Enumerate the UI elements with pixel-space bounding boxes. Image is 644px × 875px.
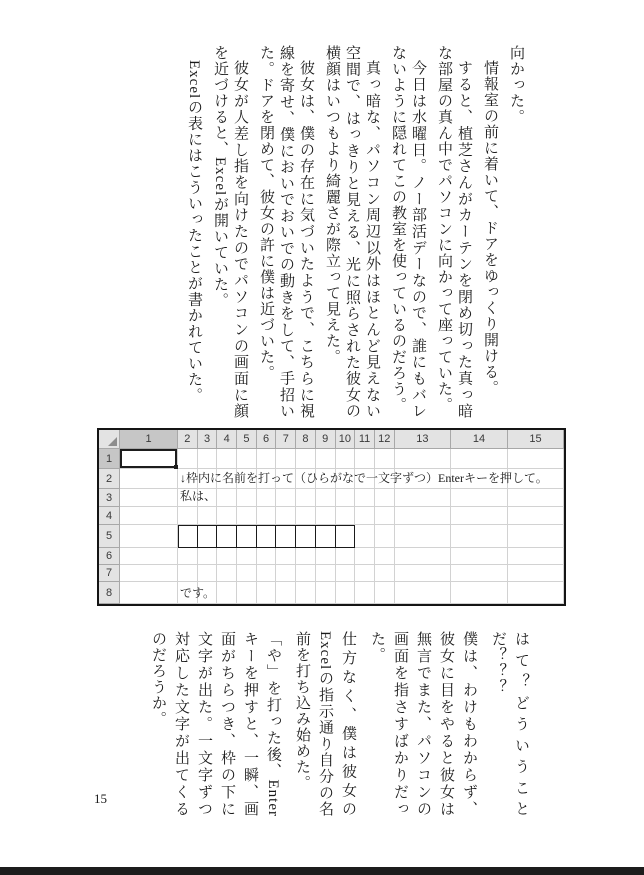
name-input-box (257, 525, 277, 548)
cell (508, 507, 565, 525)
paragraph: 「や」を打った後、Enterキーを押すと、一瞬、画面がちらつき、枠の下に文字が出た。一文字ずつ対応した文字が出てくるのだろうか。 (150, 631, 281, 817)
cell (120, 525, 178, 548)
cell (120, 469, 178, 489)
cell (237, 449, 257, 469)
paragraph: 真っ暗な、パソコン周辺以外はほとんど見えない空間で、はっきりと見える、光に照らされた彼女の横顔はいつもより綺麗さが際立って見えた。 (324, 45, 380, 419)
cell (451, 582, 508, 604)
cell (237, 565, 257, 582)
row-header: 3 (99, 489, 120, 507)
row-header: 8 (99, 582, 120, 604)
row-header: 1 (99, 449, 120, 469)
cell (276, 489, 296, 507)
cell: 私は、 (178, 489, 198, 507)
cell (451, 449, 508, 469)
cell (296, 582, 316, 604)
cell (355, 449, 375, 469)
cell (451, 525, 508, 548)
cell (237, 548, 257, 565)
cell (217, 449, 237, 469)
cell (257, 548, 277, 565)
cell: ↓枠内に名前を打って（ひらがなで一文字ずつ）Enterキーを押して。 (178, 469, 198, 489)
cell (355, 525, 375, 548)
cell (451, 548, 508, 565)
cell (257, 507, 277, 525)
paragraph: 僕は、わけもわからず、彼女に目をやると彼女は無言でまた、パソコンの画面を指さすばかりだった。 (369, 631, 477, 817)
cell (375, 582, 395, 604)
cell (395, 449, 452, 469)
name-input-box (237, 525, 257, 548)
cell (296, 507, 316, 525)
cell (375, 548, 395, 565)
cell (375, 507, 395, 525)
cell (316, 582, 336, 604)
cell (276, 507, 296, 525)
cell (276, 449, 296, 469)
cell (395, 565, 452, 582)
paragraph: 彼女が人差し指を向けたのでパソコンの画面に顔を近づけると、Excelが開いていた。 (212, 45, 248, 419)
cell (217, 565, 237, 582)
cell (276, 548, 296, 565)
cell (316, 489, 336, 507)
cell (296, 548, 316, 565)
cell (451, 507, 508, 525)
cell (451, 489, 508, 507)
cell (178, 548, 198, 565)
viewer-bottom-bar (0, 867, 644, 875)
page-number: 15 (94, 791, 107, 806)
cell (375, 489, 395, 507)
column-header: 11 (355, 430, 375, 449)
column-header: 4 (217, 430, 237, 449)
cell (198, 565, 218, 582)
name-input-box (198, 525, 218, 548)
cell (217, 489, 237, 507)
column-header: 6 (257, 430, 277, 449)
cell (198, 548, 218, 565)
column-header: 15 (508, 430, 565, 449)
column-header: 9 (316, 430, 336, 449)
cell (198, 507, 218, 525)
cell (508, 449, 565, 469)
cell (257, 582, 277, 604)
cell (355, 548, 375, 565)
paragraph: Excelの表にはこういったことが書かれていた。 (186, 60, 202, 404)
column-header: 3 (198, 430, 218, 449)
cell (336, 582, 356, 604)
cell (336, 565, 356, 582)
cell (355, 507, 375, 525)
cell (276, 565, 296, 582)
column-header: 10 (336, 430, 356, 449)
column-header: 7 (276, 430, 296, 449)
cell (355, 582, 375, 604)
cell (336, 507, 356, 525)
row-header: 6 (99, 548, 120, 565)
cell (257, 565, 277, 582)
column-header: 13 (395, 430, 452, 449)
paragraph: 情報室の前に着いて、ドアをゆっくり開ける。 (482, 60, 498, 396)
cell (237, 489, 257, 507)
cell (508, 489, 565, 507)
cell (120, 548, 178, 565)
cell (316, 507, 336, 525)
cell (336, 449, 356, 469)
cell (257, 489, 277, 507)
cell (355, 489, 375, 507)
cell (375, 565, 395, 582)
excel-screenshot (97, 428, 566, 606)
column-header: 1 (120, 430, 178, 449)
cell (395, 507, 452, 525)
cell (508, 565, 565, 582)
cell (296, 449, 316, 469)
top-text-block (184, 45, 526, 419)
cell (508, 582, 565, 604)
cell (296, 565, 316, 582)
cell (395, 489, 452, 507)
cell (217, 548, 237, 565)
name-input-box (316, 525, 336, 548)
name-input-box (296, 525, 316, 548)
cell (451, 565, 508, 582)
paragraph: すると、植芝さんがカーテンを閉め切った真っ暗な部屋の真ん中でパソコンに向かって座っていた。 (436, 45, 472, 419)
column-header: 14 (451, 430, 508, 449)
paragraph: 彼女は、僕の存在に気づいたようで、こちらに視線を寄せ、僕においでおいでの動きをして、手招いた。ドアを閉めて、彼女の許に僕は近づいた。 (258, 45, 314, 419)
paragraph: 向かった。 (508, 45, 524, 125)
cell (257, 449, 277, 469)
cell (120, 489, 178, 507)
cell (316, 548, 336, 565)
row-header: 5 (99, 525, 120, 548)
cell (508, 525, 565, 548)
paragraph: 今日は水曜日。ノー部活デーなので、誰にもバレないように隠れてこの教室を使っているのだろう。 (390, 45, 426, 419)
cell (355, 565, 375, 582)
column-header: 12 (375, 430, 395, 449)
paragraph: 仕方なく、僕は彼女のExcelの指示通り自分の名前を打ち込み始めた。 (294, 631, 356, 817)
column-header: 2 (178, 430, 198, 449)
cell (375, 449, 395, 469)
cell (336, 548, 356, 565)
row-header: 2 (99, 469, 120, 489)
cell (120, 565, 178, 582)
cell (296, 489, 316, 507)
cell: です。 (178, 582, 198, 604)
cell (508, 548, 565, 565)
cell (316, 565, 336, 582)
row-header: 4 (99, 507, 120, 525)
cell (395, 525, 452, 548)
cell (178, 449, 198, 469)
cell (120, 582, 178, 604)
cell (316, 449, 336, 469)
bottom-text-block (146, 631, 532, 817)
selected-cell (120, 449, 178, 469)
cell (237, 582, 257, 604)
column-header: 5 (237, 430, 257, 449)
name-input-box (217, 525, 237, 548)
select-all-triangle-icon (99, 430, 120, 449)
cell (178, 507, 198, 525)
cell (336, 489, 356, 507)
cell (198, 449, 218, 469)
name-input-box (336, 525, 356, 548)
cell (217, 507, 237, 525)
cell (375, 525, 395, 548)
row-header: 7 (99, 565, 120, 582)
name-input-box (276, 525, 296, 548)
cell (395, 548, 452, 565)
paragraph: はて？どういうことだ？？？ (490, 631, 529, 817)
cell (276, 582, 296, 604)
name-input-box (178, 525, 198, 548)
cell (395, 582, 452, 604)
cell (217, 582, 237, 604)
cell (120, 507, 178, 525)
cell (178, 565, 198, 582)
cell (237, 507, 257, 525)
column-header: 8 (296, 430, 316, 449)
